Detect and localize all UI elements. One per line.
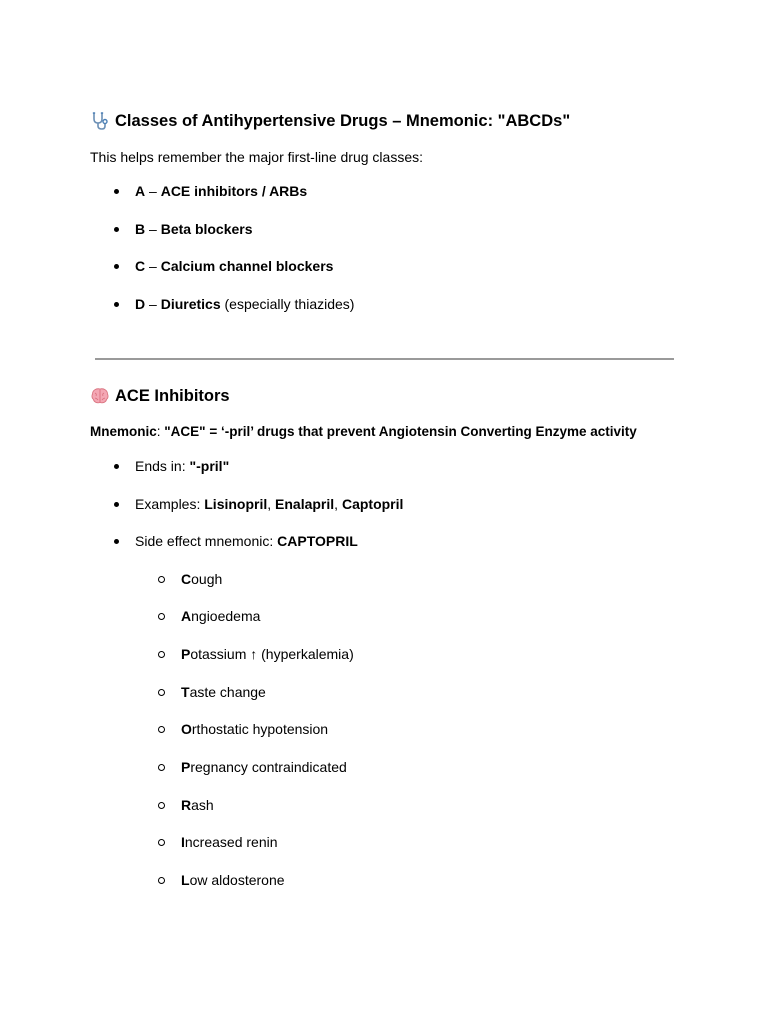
sub-item-low-aldosterone xyxy=(158,871,285,889)
sub-item-rest: ngioedema xyxy=(191,608,261,624)
bullet-circle xyxy=(158,576,165,583)
sub-item-taste-change xyxy=(158,683,266,701)
ends-in-value: "-pril" xyxy=(189,458,230,474)
mnemonic-colon: : xyxy=(156,424,165,439)
list-item-a xyxy=(114,182,307,200)
sub-item-letter: I xyxy=(181,834,185,850)
bullet-dot xyxy=(114,264,119,269)
item-bold-text: Diuretics xyxy=(160,296,221,312)
section-heading-abcds xyxy=(90,111,570,131)
sub-item-letter: R xyxy=(181,797,192,813)
item-bold-text: Beta blockers xyxy=(160,221,253,237)
horizontal-divider xyxy=(95,358,674,360)
section-heading-text: Classes of Antihypertensive Drugs – Mnemonic: "ABCDs" xyxy=(115,112,571,130)
side-effect-value: CAPTOPRIL xyxy=(277,533,358,549)
item-rest-text: (especially thiazides) xyxy=(220,296,355,312)
sub-item-letter: O xyxy=(181,721,192,737)
side-effect-label: Side effect mnemonic: xyxy=(135,533,278,549)
bullet-circle xyxy=(158,802,165,809)
sub-item-letter: A xyxy=(181,608,192,624)
item-letter: D xyxy=(135,296,146,312)
list-item-d xyxy=(114,295,354,313)
bullet-dot xyxy=(114,302,119,307)
item-letter: C xyxy=(135,258,146,274)
example-captopril: Captopril xyxy=(341,496,404,512)
example-enalapril: Enalapril xyxy=(275,496,335,512)
example-comma: , xyxy=(267,496,276,512)
sub-item-letter: C xyxy=(181,571,192,587)
sub-item-letter: T xyxy=(181,684,190,700)
sub-item-angioedema xyxy=(158,607,260,625)
sub-item-rash xyxy=(158,796,214,814)
item-letter: A xyxy=(135,183,146,199)
sub-item-pregnancy xyxy=(158,758,347,776)
sub-item-rest: regnancy contraindicated xyxy=(190,759,347,775)
item-separator: – xyxy=(145,258,161,274)
sub-item-increased-renin xyxy=(158,833,278,851)
section-heading-ace-inhibitors xyxy=(90,386,230,406)
sub-item-letter: L xyxy=(181,872,190,888)
item-separator: – xyxy=(145,183,161,199)
bullet-dot xyxy=(114,464,119,469)
bullet-dot xyxy=(114,502,119,507)
section-heading-text: ACE Inhibitors xyxy=(115,387,230,405)
bullet-dot xyxy=(114,227,119,232)
mnemonic-label: Mnemonic xyxy=(90,424,157,439)
sub-item-letter: P xyxy=(181,646,191,662)
sub-item-rest: ncreased renin xyxy=(184,834,278,850)
list-item-ends-in xyxy=(114,457,229,475)
sub-item-rest: rthostatic hypotension xyxy=(191,721,329,737)
mnemonic-line xyxy=(90,423,637,441)
bullet-circle xyxy=(158,689,165,696)
list-item-examples xyxy=(114,495,403,513)
item-bold-text: ACE inhibitors / ARBs xyxy=(160,183,308,199)
bullet-circle xyxy=(158,613,165,620)
sub-item-rest: ash xyxy=(191,797,214,813)
ends-in-label: Ends in: xyxy=(135,458,190,474)
sub-item-letter: P xyxy=(181,759,191,775)
bullet-circle xyxy=(158,877,165,884)
sub-item-potassium xyxy=(158,645,354,663)
sub-item-rest: aste change xyxy=(189,684,266,700)
item-separator: – xyxy=(145,296,161,312)
item-separator: – xyxy=(145,221,161,237)
item-letter: B xyxy=(135,221,146,237)
sub-item-rest: otassium ↑ (hyperkalemia) xyxy=(190,646,354,662)
bullet-dot xyxy=(114,189,119,194)
list-item-c xyxy=(114,257,333,275)
item-bold-text: Calcium channel blockers xyxy=(160,258,334,274)
list-item-side-effect-mnemonic xyxy=(114,532,358,550)
sub-item-orthostatic xyxy=(158,720,328,738)
bullet-circle xyxy=(158,764,165,771)
brain-icon xyxy=(90,386,110,406)
bullet-dot xyxy=(114,539,119,544)
sub-item-rest: ow aldosterone xyxy=(189,872,285,888)
mnemonic-text: "ACE" = ‘-pril’ drugs that prevent Angiotensin Converting Enzyme activity xyxy=(164,424,637,439)
bullet-circle xyxy=(158,651,165,658)
bullet-circle xyxy=(158,839,165,846)
sub-item-rest: ough xyxy=(191,571,223,587)
intro-paragraph: This helps remember the major first-line drug classes: xyxy=(90,149,424,165)
examples-label: Examples: xyxy=(135,496,205,512)
stethoscope-icon xyxy=(90,111,110,131)
sub-item-cough xyxy=(158,570,222,588)
bullet-circle xyxy=(158,726,165,733)
example-comma: , xyxy=(334,496,342,512)
example-lisinopril: Lisinopril xyxy=(204,496,268,512)
list-item-b xyxy=(114,220,253,238)
